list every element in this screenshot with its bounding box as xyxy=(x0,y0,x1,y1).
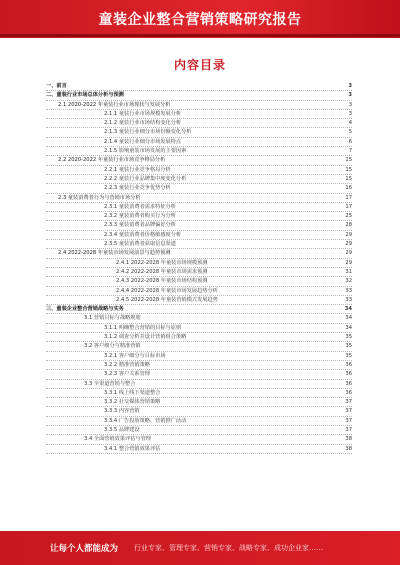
toc-entry[interactable] xyxy=(46,342,352,351)
toc-entry-title: 3.1.1 明确整合营销的目标与原则 xyxy=(104,324,182,331)
toc-entry[interactable] xyxy=(46,212,352,221)
table-of-contents xyxy=(46,82,352,454)
toc-entry[interactable] xyxy=(46,305,352,314)
toc-entry-page: 29 xyxy=(345,241,352,248)
toc-entry-title: 3.3.4 广告投放策略、营销推广活动 xyxy=(104,417,187,424)
toc-entry-title: 3.2 客户细分与精准营销 xyxy=(84,343,141,350)
toc-entry-title: 3.3.5 品牌建设 xyxy=(104,426,140,433)
toc-entry-title: 2.4.1 2022-2028 年童装市场规模预测 xyxy=(116,259,208,266)
toc-entry-page: 31 xyxy=(345,268,352,275)
toc-entry-title: 3.2.1 客户细分与目标市场 xyxy=(104,352,166,359)
toc-entry-title: 2.3.4 童装消费者价格敏感度分析 xyxy=(104,231,182,238)
toc-entry-page: 17 xyxy=(345,194,352,201)
toc-entry-page: 3 xyxy=(348,92,352,99)
toc-entry[interactable] xyxy=(46,82,352,91)
toc-entry[interactable] xyxy=(46,370,352,379)
toc-entry-page: 35 xyxy=(345,334,352,341)
toc-entry-page: 7 xyxy=(348,148,352,155)
toc-entry-page: 6 xyxy=(348,138,352,145)
toc-entry-title: 2.3.1 童装消费者需求特征分析 xyxy=(104,203,176,210)
toc-entry[interactable] xyxy=(46,324,352,333)
toc-entry[interactable] xyxy=(46,259,352,268)
toc-entry-title: 3.3 全渠道营销与整合 xyxy=(84,380,136,387)
toc-entry-page: 15 xyxy=(345,166,352,173)
toc-entry-title: 2.3.3 童装消费者品牌偏好分析 xyxy=(104,222,176,229)
toc-entry-title: 2.1.1 童装行业市场规模发展分析 xyxy=(104,110,182,117)
toc-entry-title: 2.1.3 童装行业细分市场份额变化分析 xyxy=(104,129,192,136)
toc-entry-title: 一、前言 xyxy=(46,83,67,89)
footer-bar xyxy=(0,531,400,565)
toc-entry-title: 3.4 全面营销效果评估与管理 xyxy=(84,436,151,443)
toc-entry[interactable] xyxy=(46,361,352,370)
toc-entry[interactable] xyxy=(46,128,352,137)
toc-entry-title: 2.3 童装消费者行为与营销市场分析 xyxy=(58,194,141,201)
toc-entry-page: 29 xyxy=(345,259,352,266)
toc-entry[interactable] xyxy=(46,380,352,389)
toc-entry-page: 34 xyxy=(345,315,352,322)
toc-entry-page: 28 xyxy=(345,222,352,229)
toc-entry-title: 2.1.4 童装行业细分市场发展特点 xyxy=(104,138,182,145)
toc-entry[interactable] xyxy=(46,314,352,323)
footer-slogan: 让每个人都能成为 xyxy=(50,544,119,554)
toc-entry-title: 3.3.2 社交媒体营销策略 xyxy=(104,399,161,406)
toc-entry-page: 36 xyxy=(345,361,352,368)
toc-entry[interactable] xyxy=(46,333,352,342)
toc-entry-title: 2.4.4 2022-2028 年童装市场发展趋势分析 xyxy=(116,287,218,294)
toc-entry-page: 17 xyxy=(345,203,352,210)
toc-entry-title: 2.3.5 童装消费者获取信息渠道 xyxy=(104,241,176,248)
toc-entry-page: 38 xyxy=(345,445,352,452)
toc-entry-page: 3 xyxy=(348,101,352,108)
toc-entry-title: 2.1 2020-2022 年童装行业市场现状与发展分析 xyxy=(58,101,171,108)
toc-entry-title: 3.2.3 客户关系管理 xyxy=(104,371,150,378)
toc-entry-title: 3.3.3 内容营销 xyxy=(104,408,140,415)
toc-entry-page: 34 xyxy=(345,324,352,331)
toc-entry-title: 2.1.5 影响童装市场发展的主要因素 xyxy=(104,148,187,155)
toc-entry-page: 29 xyxy=(345,250,352,257)
toc-entry-title: 2.2.1 童装行业竞争格局分析 xyxy=(104,166,171,173)
toc-entry[interactable] xyxy=(46,407,352,416)
toc-entry[interactable] xyxy=(46,277,352,286)
toc-entry-page: 4 xyxy=(348,120,352,127)
toc-entry[interactable] xyxy=(46,240,352,249)
toc-entry[interactable] xyxy=(46,249,352,258)
toc-entry[interactable] xyxy=(46,389,352,398)
toc-entry-page: 32 xyxy=(345,278,352,285)
toc-entry[interactable] xyxy=(46,268,352,277)
toc-entry-title: 2.4.5 2022-2028 年童装营销模式发展趋势 xyxy=(116,296,218,303)
toc-entry-page: 36 xyxy=(345,380,352,387)
toc-entry-page: 36 xyxy=(345,371,352,378)
toc-entry[interactable] xyxy=(46,221,352,230)
toc-entry[interactable] xyxy=(46,91,352,100)
toc-entry[interactable] xyxy=(46,231,352,240)
toc-entry-page: 37 xyxy=(345,417,352,424)
toc-entry-page: 25 xyxy=(345,213,352,220)
toc-entry-title: 2.3.2 童装消费者购买行为分析 xyxy=(104,213,176,220)
toc-entry[interactable] xyxy=(46,296,352,305)
toc-entry-title: 3.4.1 整合营销效果评估 xyxy=(104,445,161,452)
toc-entry[interactable] xyxy=(46,147,352,156)
toc-entry-page: 15 xyxy=(345,175,352,182)
toc-entry[interactable] xyxy=(46,426,352,435)
toc-entry-page: 37 xyxy=(345,426,352,433)
toc-entry-title: 2.1.2 童装行业市场结构变化分析 xyxy=(104,120,182,127)
toc-entry[interactable] xyxy=(46,398,352,407)
toc-entry-title: 3.1 营销目标与战略规划 xyxy=(84,315,141,322)
toc-entry-page: 33 xyxy=(345,296,352,303)
toc-entry-title: 2.2.2 童装行业品牌集中度变化分析 xyxy=(104,175,187,182)
toc-entry[interactable] xyxy=(46,184,352,193)
toc-entry-title: 2.2.3 童装行业竞争优势分析 xyxy=(104,185,171,192)
toc-entry[interactable] xyxy=(46,203,352,212)
toc-entry-title: 3.2.2 精准营销策略 xyxy=(104,361,150,368)
toc-entry-title: 3.3.1 线上线下渠道整合 xyxy=(104,389,161,396)
toc-entry-title: 2.4.2 2022-2028 年童装市场需求预测 xyxy=(116,268,208,275)
toc-entry[interactable] xyxy=(46,175,352,184)
toc-entry[interactable] xyxy=(46,101,352,110)
toc-entry-page: 5 xyxy=(348,129,352,136)
toc-entry[interactable] xyxy=(46,156,352,165)
toc-entry-page: 15 xyxy=(345,157,352,164)
toc-entry[interactable] xyxy=(46,166,352,175)
toc-entry-title: 二、童装行业市场总体分析与预测 xyxy=(46,92,124,99)
toc-entry-page: 37 xyxy=(345,408,352,415)
toc-entry-page: 35 xyxy=(345,343,352,350)
toc-entry-page: 3 xyxy=(348,83,352,89)
toc-entry-page: 34 xyxy=(344,306,352,313)
toc-entry[interactable] xyxy=(46,138,352,147)
toc-entry-page: 29 xyxy=(345,231,352,238)
toc-entry[interactable] xyxy=(46,352,352,361)
footer-tagline: 行业专家、管理专家、营销专家、战略专家、成功企业家…… xyxy=(134,544,323,552)
toc-entry-title: 2.4 2022-2028 年童装市场发展前景与趋势预测 xyxy=(58,250,171,257)
toc-entry[interactable] xyxy=(46,417,352,426)
toc-entry[interactable] xyxy=(46,287,352,296)
toc-entry-title: 2.2 2020-2022 年童装行业市场竞争格局分析 xyxy=(58,157,166,164)
toc-heading: 内容目录 xyxy=(173,58,226,72)
toc-entry[interactable] xyxy=(46,110,352,119)
toc-entry-page: 36 xyxy=(345,389,352,396)
toc-entry[interactable] xyxy=(46,435,352,444)
toc-entry[interactable] xyxy=(46,194,352,203)
toc-entry-title: 3.1.2 调查分析并设计营销组合策略 xyxy=(104,334,187,341)
toc-entry-title: 2.4.3 2022-2028 年童装市场结构预测 xyxy=(116,278,208,285)
toc-entry-page: 38 xyxy=(345,436,352,443)
toc-entry-page: 16 xyxy=(345,185,352,192)
document-title: 童装企业整合营销策略研究报告 xyxy=(98,12,302,28)
toc-entry[interactable] xyxy=(46,445,352,454)
toc-entry-page: 35 xyxy=(345,352,352,359)
toc-entry-page: 37 xyxy=(345,399,352,406)
toc-entry[interactable] xyxy=(46,119,352,128)
header-stripe xyxy=(0,34,400,37)
toc-entry-page: 3 xyxy=(348,110,352,117)
toc-entry-title: 三、童装企业整合营销战略与实务 xyxy=(46,306,124,313)
toc-entry-page: 33 xyxy=(345,287,352,294)
